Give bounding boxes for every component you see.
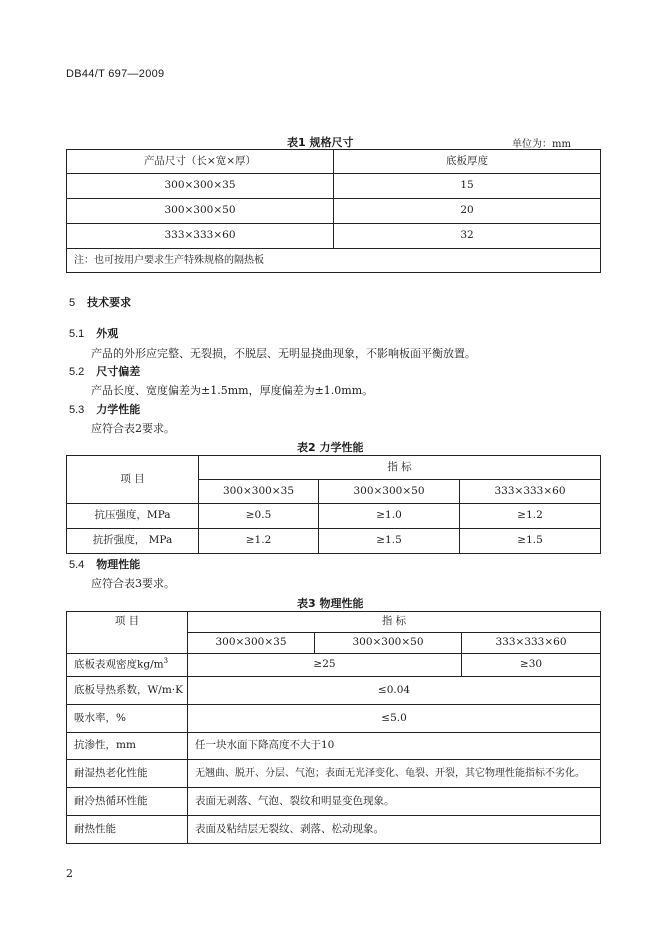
table1-cell: 32 <box>334 224 601 249</box>
section-5-2-heading <box>69 363 140 379</box>
table3-row-label: 耐湿热老化性能 <box>67 760 188 788</box>
table3-row-label: 抗渗性，mm <box>67 733 188 760</box>
table3-cell: 表面无剥落、气泡、裂纹和明显变色现象。 <box>188 788 601 816</box>
table3-row-label: 耐冷热循环性能 <box>67 788 188 816</box>
table1-cell: 333×333×60 <box>67 224 334 249</box>
table3-cell: ≥25 <box>188 654 462 677</box>
table1-cell: 300×300×50 <box>67 199 334 224</box>
table1-header-size: 产品尺寸（长×宽×厚） <box>67 150 334 174</box>
section-title: 物理性能 <box>96 558 141 571</box>
table2-cell: ≥1.5 <box>460 529 601 554</box>
table3-cell: 表面及粘结层无裂纹、剥落、松动现象。 <box>188 816 601 844</box>
table2-row-label: 抗压强度，MPa <box>67 504 199 529</box>
section-5-heading <box>69 294 131 310</box>
section-number: 5.3 <box>69 404 85 416</box>
table1 <box>66 149 601 273</box>
table2-size-header: 300×300×50 <box>319 480 460 504</box>
section-5-1-heading <box>69 325 118 341</box>
page-number: 2 <box>66 867 73 880</box>
table3-row-label: 底板导热系数，W/m·K <box>67 677 188 705</box>
table1-note: 注：也可按用户要求生产特殊规格的隔热板 <box>67 249 601 273</box>
section-number: 5.1 <box>69 328 85 340</box>
table2-size-header: 333×333×60 <box>460 480 601 504</box>
table3 <box>66 611 601 844</box>
table2-cell: ≥1.2 <box>460 504 601 529</box>
table1-cell: 15 <box>334 174 601 199</box>
section-5-4-text: 应符合表3要求。 <box>91 577 175 590</box>
table2-cell: ≥1.5 <box>319 529 460 554</box>
table3-row-label: 吸水率，% <box>67 705 188 733</box>
density-unit-exponent: 3 <box>163 657 169 666</box>
section-5-2-text: 产品长度、宽度偏差为±1.5mm，厚度偏差为±1.0mm。 <box>91 384 374 397</box>
table2-cell: ≥1.0 <box>319 504 460 529</box>
section-number: 5 <box>69 297 76 309</box>
table2-header-index: 指 标 <box>199 456 601 480</box>
table3-row-label: 耐热性能 <box>67 816 188 844</box>
table2-cell: ≥1.2 <box>199 529 319 554</box>
table3-cell: 任一块水面下降高度不大于10 <box>188 733 601 760</box>
table3-cell: ≥30 <box>462 654 601 677</box>
table2-caption: 表2 力学性能 <box>297 441 364 454</box>
section-5-4-heading <box>69 556 140 572</box>
document-code: DB44/T 697—2009 <box>66 68 165 80</box>
table2-size-header: 300×300×35 <box>199 480 319 504</box>
section-title: 尺寸偏差 <box>96 365 141 378</box>
section-title: 外观 <box>96 327 119 340</box>
section-title: 力学性能 <box>96 403 141 416</box>
table1-unit: 单位为：mm <box>512 139 571 150</box>
density-label: 底板表观密度kg/m <box>74 658 164 671</box>
table3-size-header: 333×333×60 <box>462 633 601 654</box>
table2 <box>66 455 601 554</box>
table3-size-header: 300×300×35 <box>188 633 315 654</box>
table2-header-item: 项 目 <box>67 456 199 504</box>
table3-cell: ≤5.0 <box>188 705 601 733</box>
table1-cell: 300×300×35 <box>67 174 334 199</box>
section-5-1-text: 产品的外形应完整、无裂损，不脱层、无明显挠曲现象，不影响板面平衡放置。 <box>91 347 476 360</box>
section-number: 5.2 <box>69 366 85 378</box>
table3-caption: 表3 物理性能 <box>297 597 364 610</box>
section-number: 5.4 <box>69 559 85 571</box>
table1-caption: 表1 规格尺寸 <box>287 136 354 149</box>
table2-cell: ≥0.5 <box>199 504 319 529</box>
section-5-3-text: 应符合表2要求。 <box>91 422 175 435</box>
table2-row-label: 抗折强度， MPa <box>67 529 199 554</box>
table3-row-label <box>67 654 188 677</box>
table3-cell: 无翘曲、脱开、分层、气泡；表面无光泽变化、龟裂、开裂，其它物理性能指标不劣化。 <box>188 760 601 788</box>
table3-header-index: 指 标 <box>188 612 601 633</box>
table3-size-header: 300×300×50 <box>315 633 462 654</box>
section-title: 技术要求 <box>87 296 132 309</box>
table1-cell: 20 <box>334 199 601 224</box>
section-5-3-heading <box>69 401 140 417</box>
table1-header-thickness: 底板厚度 <box>334 150 601 174</box>
table3-header-item: 项 目 <box>67 612 188 654</box>
table3-cell: ≤0.04 <box>188 677 601 705</box>
